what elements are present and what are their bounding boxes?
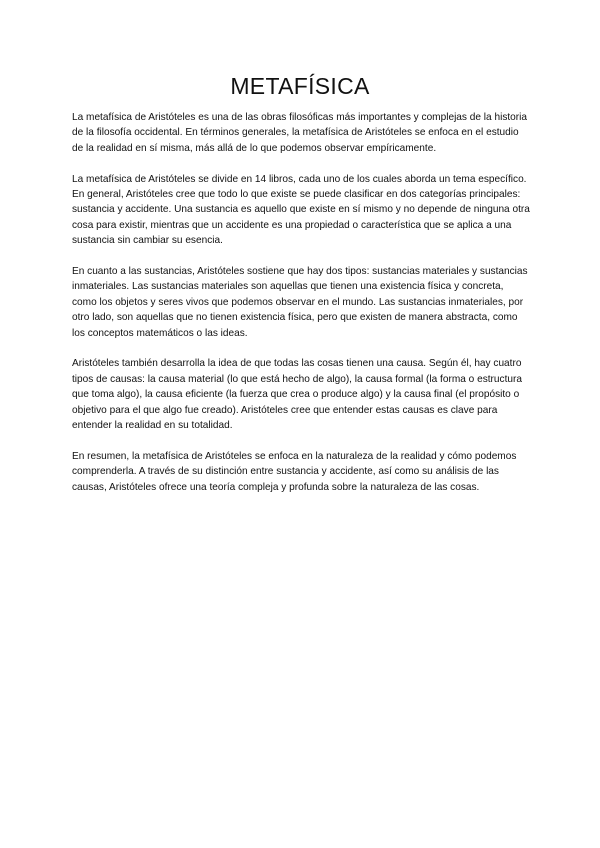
paragraph-substances: En cuanto a las sustancias, Aristóteles sostiene que hay dos tipos: sustancias materiales y sustancias inmateriales. Las sustancias materiales son aquellas que tienen una existencia física y concreta, como los objetos y seres vivos que podemos observar en el mundo. Las sustancias inmateriales, por otro lado, son aquellas que no tienen existencia física, pero que existen de manera abstracta, como los conceptos matemáticos o las ideas. [72,266,528,339]
document-title: METAFÍSICA [230,73,370,99]
paragraph-intro: La metafísica de Aristóteles es una de las obras filosóficas más importantes y complejas de la historia de la filosofía occidental. En términos generales, la metafísica de Aristóteles se enfoca en el estudio de la realidad en sí misma, más allá de lo que podemos observar empíricamente. [72,112,528,154]
paragraph-structure: La metafísica de Aristóteles se divide en 14 libros, cada uno de los cuales aborda un tema específico. En general, Aristóteles cree que todo lo que existe se puede clasificar en dos categorías principales: sustancia y accidente. Una sustancia es aquello que existe en sí mismo y no depende de ninguna otra cosa para existir, mientras que un accidente es una propiedad o característica que se aplica a una sustancia sin cambiar su esencia. [72,173,530,247]
document-body [72,110,530,510]
paragraph-summary: En resumen, la metafísica de Aristóteles se enfoca en la naturaleza de la realidad y cómo podemos comprenderla. A través de su distinción entre sustancia y accidente, así como su análisis de las causas, Aristóteles ofrece una teoría compleja y profunda sobre la naturaleza de las cosas. [72,450,517,493]
paragraph-causes: Aristóteles también desarrolla la idea de que todas las cosas tienen una causa. Según él, hay cuatro tipos de causas: la causa material (lo que está hecho de algo), la causa formal (la forma o estructura que toma algo), la causa eficiente (la fuerza que crea o produce algo) y la causa final (el propósito o objetivo para el que algo fue creado). Aristóteles cree que entender estas causas es clave para entender la realidad en su totalidad. [72,358,522,432]
